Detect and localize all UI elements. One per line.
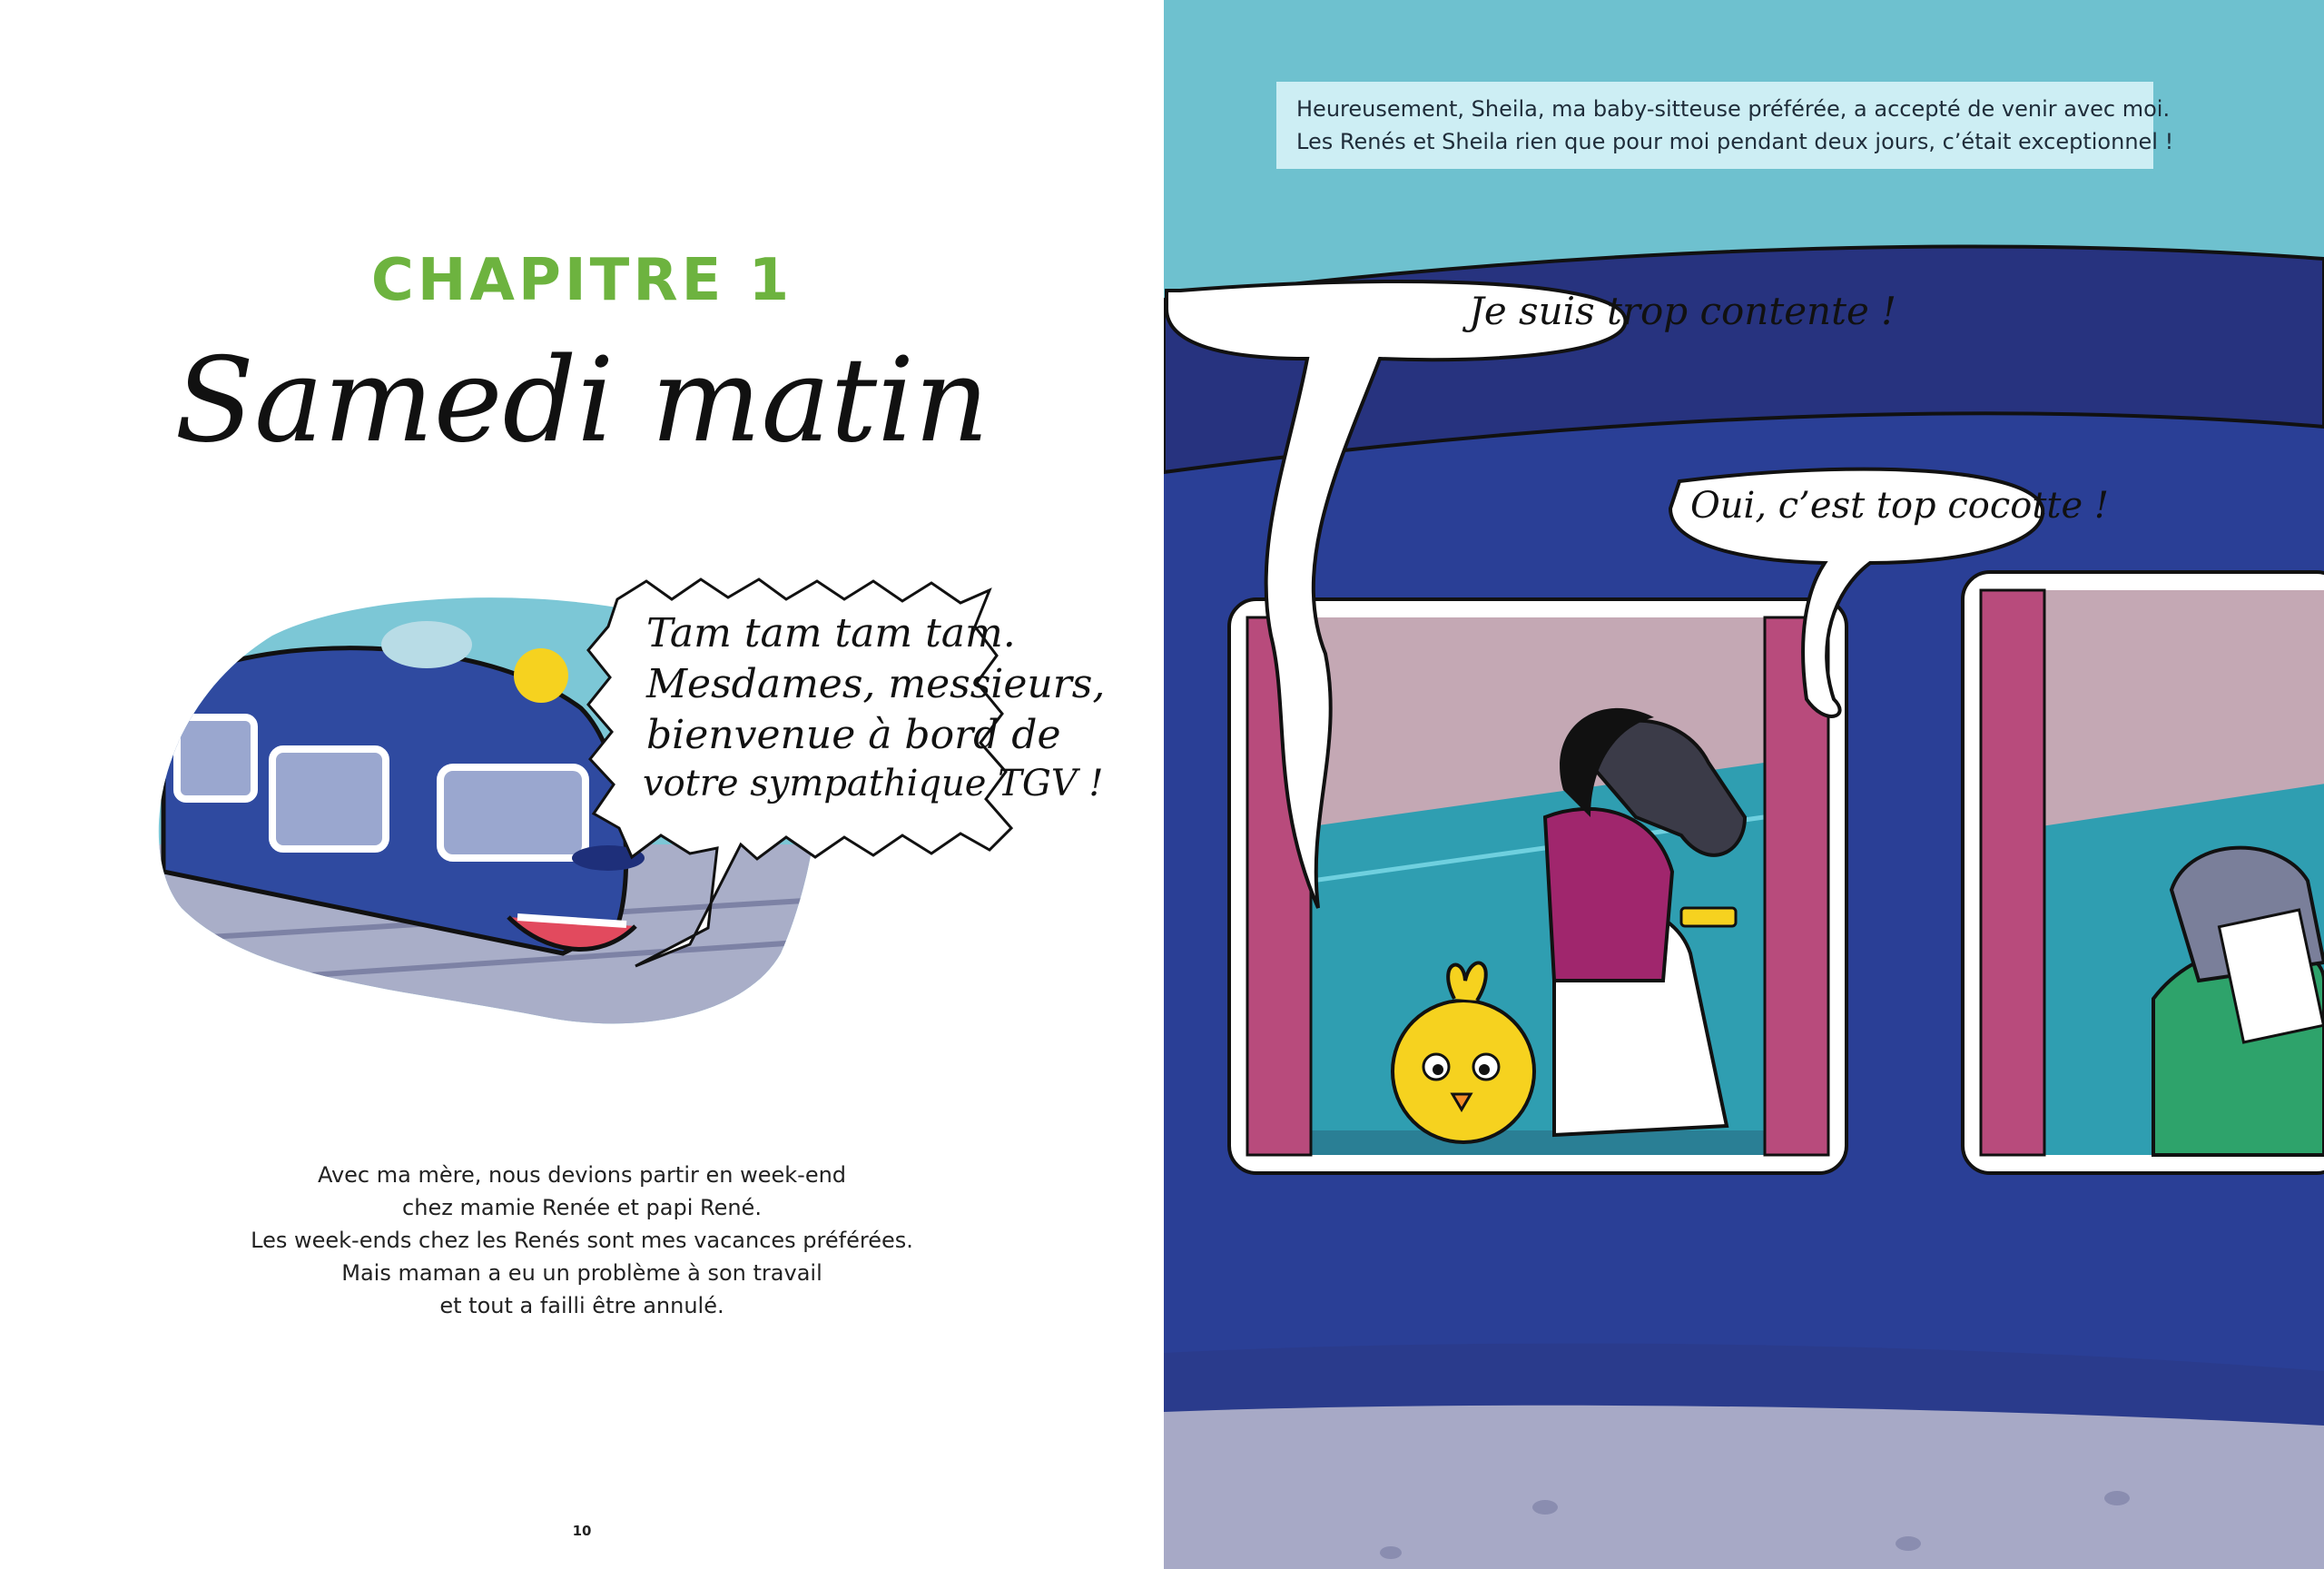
body-line: et tout a failli être annulé.	[439, 1293, 724, 1318]
right-page	[1164, 0, 2324, 1569]
page-number: 10	[572, 1523, 592, 1539]
caption-line: Les Renés et Sheila rien que pour moi pendant deux jours, c’était exceptionnel !	[1296, 129, 2174, 154]
body-text	[145, 1159, 1019, 1322]
body-line: Avec ma mère, nous devions partir en week-end	[317, 1162, 847, 1188]
caption-line: Heureusement, Sheila, ma baby-sitteuse préférée, a accepté de venir avec moi.	[1296, 96, 2171, 122]
train-bubble-line-4: votre sympathique TGV !	[643, 763, 1104, 804]
train-window-illustration	[1164, 0, 2324, 1569]
chick-bubble-text: Je suis trop contente !	[1469, 289, 1897, 333]
body-line: Mais maman a eu un problème à son travail	[341, 1260, 822, 1286]
horse-bubble-text: Oui, c’est top cocotte !	[1690, 485, 2109, 527]
body-line: chez mamie Renée et papi René.	[402, 1195, 762, 1220]
chapter-title: Samedi matin	[174, 333, 990, 469]
caption-box	[1276, 82, 2174, 169]
chapter-label: CHAPITRE 1	[370, 247, 793, 314]
body-line: Les week-ends chez les Renés sont mes vacances préférées.	[251, 1228, 913, 1253]
train-bubble-line-2: Mesdames, messieurs,	[646, 661, 1106, 707]
train-bubble-line-1: Tam tam tam tam.	[646, 610, 1016, 656]
train-bubble-line-3: bienvenue à bord de	[646, 712, 1061, 758]
train-illustration	[0, 0, 1164, 1053]
